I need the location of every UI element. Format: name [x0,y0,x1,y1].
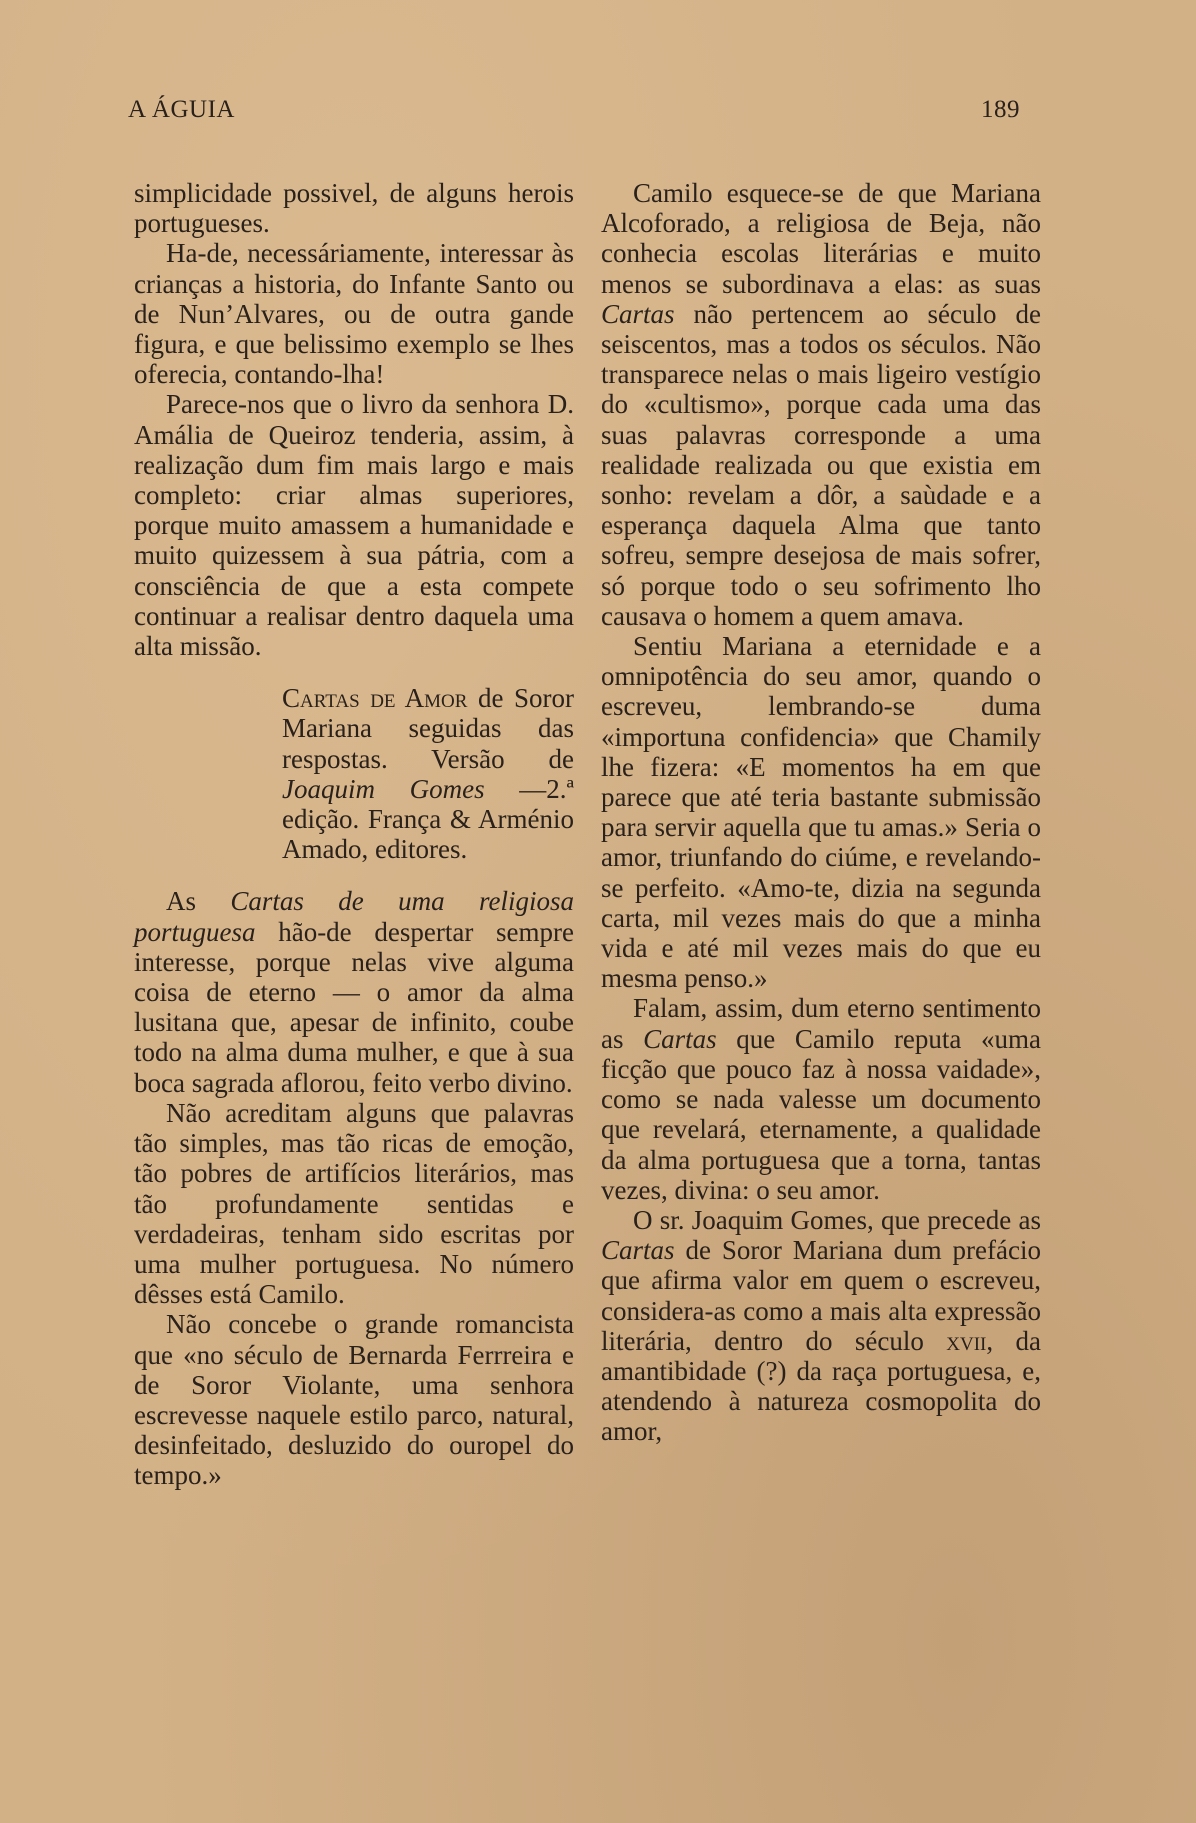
book-title: Cartas de Amor [282,683,468,714]
running-head [128,96,1020,124]
paragraph: Ha-de, necessáriamente, interessar às crianças a historia, do Infante Santo ou de Nun’Alvares, ou de outra gande figura, e que belissimo exemplo se lhes oferecia, contando-lha! [134,238,574,390]
work-title: Cartas de uma religiosa portuguesa [134,886,574,947]
journal-title: A ÁGUIA [128,96,235,123]
paragraph: As Cartas de uma religiosa portuguesa hão-de despertar sempre interesse, porque nelas vive alguma coisa de eterno — o amor da alma lusitana que, apesar de infinito, coube todo na alma duma mulher, e que à sua boca sagrada aflorou, feito verbo divino. [134,886,574,1098]
paragraph: Falam, assim, dum eterno sentimento as Cartas que Camilo reputa «uma ficção que pouco faz à nossa vaidade», como se nada valesse um documento que revelará, eternamente, a qualidade da alma portuguesa que a torna, tantas vezes, divina: o seu amor. [601,993,1041,1205]
work-title: Cartas [643,1023,717,1054]
work-title: Cartas [601,1235,675,1266]
work-title: Cartas [601,298,675,329]
paragraph: Parece-nos que o livro da senhora D. Amália de Queiroz tenderia, assim, à realização dum fim mais largo e mais completo: criar almas superiores, porque muito amassem a humanidade e muito quizessem à sua pátria, com a consciência de que a esta compete continuar a realisar dentro daquela uma alta missão. [134,389,574,662]
paragraph: simplicidade possivel, de alguns herois portugueses. [134,178,574,239]
page-number: 189 [981,96,1020,123]
right-column [601,178,1041,1447]
century-numeral: xvii [946,1325,987,1356]
paragraph: Não acreditam alguns que palavras tão simples, mas tão ricas de emoção, tão pobres de artifícios literários, mas tão profundamente sentidas e verdadeiras, tenham sido escritas por uma mulher portuguesa. No número dêsses está Camilo. [134,1097,574,1310]
paragraph: Sentiu Mariana a eternidade e a omnipotência do seu amor, quando o escreveu, lembrando-se duma «importuna confidencia» que Chamily lhe fizera: «E momentos ha em que parece que até teria bastante submissão para servir aquella que tu amas.» Seria o amor, triunfando do ciúme, e revelando-se perfeito. «Amo-te, dizia na segunda carta, mil vezes mais do que a minha vida e até mil vezes mais do que eu mesma penso.» [601,631,1041,994]
left-column [134,178,574,1491]
paragraph: Camilo esquece-se de que Mariana Alcoforado, a religiosa de Beja, não conhecia escolas literárias e muito menos se subordinava a elas: as suas Cartas não pertencem ao século de seiscentos, mas a todos os séculos. Não transparece nelas o mais ligeiro vestígio do «cultismo», porque cada uma das suas palavras corresponde a uma realidade realizada ou que existia em sonho: revelam a dôr, a saùdade e a esperança daquela Alma que tanto sofreu, sempre desejosa de mais sofrer, só porque todo o seu sofrimento lho causava o homem a quem amava. [601,178,1041,631]
book-reference [282,683,574,864]
translator-name: Joaquim Gomes [282,773,485,804]
paragraph: O sr. Joaquim Gomes, que precede as Cartas de Soror Mariana dum prefácio que afirma valor em quem o escreveu, considera-as como a mais alta expressão literária, dentro do século xvii, da amantibidade (?) da raça portuguesa, e, atendendo à natureza cosmopolita do amor, [601,1204,1041,1447]
paragraph: Não concebe o grande romancista que «no século de Bernarda Ferrreira e de Soror Violante, uma senhora escrevesse naquele estilo parco, natural, desinfeitado, desluzido do ouropel do tempo.» [134,1309,574,1491]
book-edition: —2.ª edição. França & Arménio Amado, editores. [282,773,574,865]
book-details: de Soror Mariana seguidas das respostas. Versão de [282,683,574,774]
